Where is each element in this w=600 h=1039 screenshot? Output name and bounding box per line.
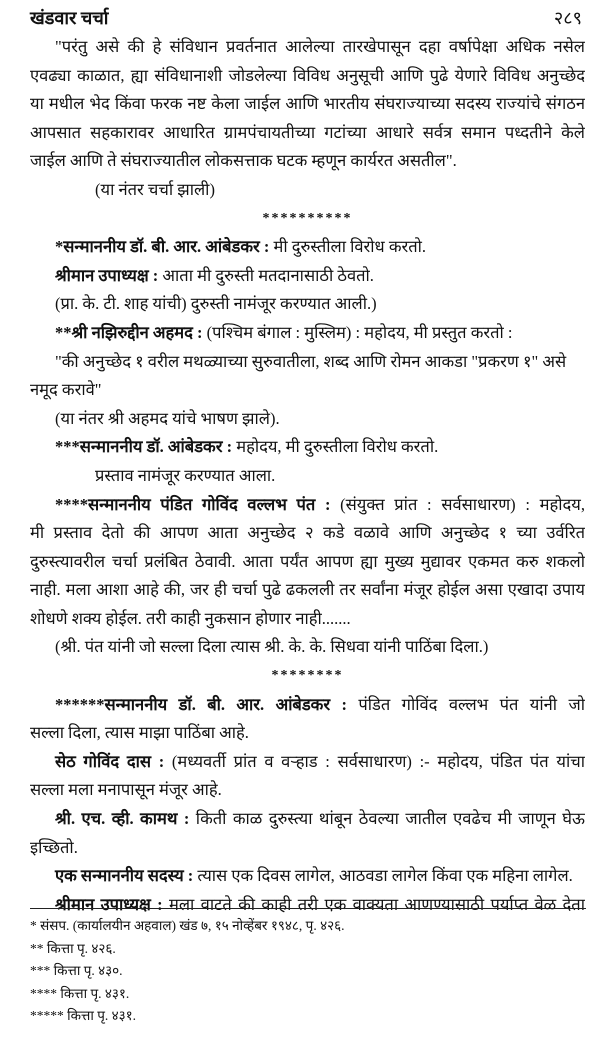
line-text: त्यास एक दिवस लागेल, आठवडा लागेल किंवा एक महिना लागेल.	[197, 866, 573, 886]
speaker-name: श्रीमान उपाध्यक्ष :	[55, 265, 163, 285]
line-text: नाही. मला आशा आहे की, जर ही चर्चा पुढे ढकलली तर सर्वांना मंजूर होईल असा एखादा उपाय	[30, 580, 585, 600]
line-text: मी दुरुस्तीला विरोध करतो.	[273, 237, 427, 257]
speaker-name: श्रीमान उपाध्यक्ष :	[55, 894, 169, 914]
line-text: पंडित गोविंद वल्लभ पंत यांनी जो	[358, 694, 585, 714]
line-text: नमूद करावे"	[30, 380, 102, 400]
line-text: मी प्रस्ताव देतो की आपण आता अनुच्छेद २ कडे वळावे आणि अनुच्छेद १ च्या उर्वरित	[30, 523, 585, 543]
line-text: (पश्चिम बंगाल : मुस्लिम) : महोदय, मी प्रस्तुत करतो :	[206, 322, 513, 342]
line-text: महोदय, मी दुरुस्तीला विरोध करतो.	[236, 437, 439, 457]
line-text: दुरुस्त्यावरील चर्चा प्रलंबित ठेवावी. आता पर्यंत आपण ह्या मुख्य मुद्यावर एकमत करु शकलो	[30, 551, 585, 571]
text-line	[30, 548, 585, 577]
section-separator	[30, 205, 585, 234]
speaker-name: श्री. एच. व्ही. कामथ :	[55, 809, 196, 829]
speaker-name: एक सन्माननीय सदस्य :	[55, 866, 198, 886]
text-line	[30, 576, 585, 605]
text-line	[30, 119, 585, 148]
line-text: (प्रा. के. टी. शाह यांची) दुरुस्ती नामंजूर करण्यात आली.)	[55, 294, 377, 314]
text-line	[30, 862, 585, 891]
text-line	[30, 776, 585, 805]
line-text: इच्छितो.	[30, 837, 78, 857]
line-text: "परंतु असे की हे संविधान प्रवर्तनात आलेल्या तारखेपासून दहा वर्षापेक्षा अधिक नसेल	[55, 37, 585, 56]
line-text: **********	[262, 210, 353, 226]
line-text: (श्री. पंत यांनी जो सल्ला दिला त्यास श्री. के. के. सिधवा यांनी पाठिंबा दिला.)	[55, 637, 489, 657]
footnote: *** कित्ता पृ. ४३०.	[30, 963, 123, 978]
text-line	[30, 147, 585, 176]
line-text: "की अनुच्छेद १ वरील मथळ्याच्या सुरुवातीला, शब्द आणि रोमन आकडा "प्रकरण १" असे	[55, 351, 567, 371]
line-text: किती काळ दुरुस्त्या थांबून ठेवल्या जातील एवढेच मी जाणून घेऊ	[195, 809, 585, 829]
speaker-name: ****सन्माननीय पंडित गोविंद वल्लभ पंत :	[55, 494, 341, 514]
text-line	[30, 433, 585, 462]
text-line	[30, 62, 585, 91]
footnote: ***** कित्ता पृ. ४३१.	[30, 1008, 137, 1023]
text-line	[30, 633, 585, 662]
line-text: आपसात सहकारावर आधारित ग्रामपंचायतीच्या गटांच्या आधारे सर्वत्र समान पध्दतीने केले	[30, 122, 585, 142]
text-line	[30, 176, 585, 205]
line-text: (या नंतर चर्चा झाली)	[95, 179, 215, 199]
line-text: जाईल आणि ते संघराज्यातील लोकसत्ताक घटक म्हणून कार्यरत असतील".	[30, 151, 457, 171]
line-text: प्रस्ताव नामंजूर करण्यात आला.	[95, 465, 276, 485]
text-line	[30, 233, 585, 262]
text-line	[30, 691, 585, 720]
line-text: (या नंतर श्री अहमद यांचे भाषण झाले).	[55, 408, 280, 428]
speaker-name: ***सन्माननीय डॉ. आंबेडकर :	[55, 437, 237, 457]
text-line	[30, 491, 585, 520]
speaker-name: सेठ गोविंद दास :	[55, 751, 172, 771]
line-text: सल्ला मला मनापासून मंजूर आहे.	[30, 780, 222, 800]
speaker-name: **श्री नझिरुद्दीन अहमद :	[55, 322, 207, 342]
speaker-name: ******सन्माननीय डॉ. बी. आर. आंबेडकर :	[55, 694, 359, 714]
text-line	[30, 319, 585, 348]
text-line	[30, 290, 585, 319]
text-line	[30, 719, 585, 748]
footnotes	[30, 915, 586, 1028]
line-text: मला वाटते की काही तरी एक वाक्यता आणण्यासाठी पर्याप्त वेळ देता	[169, 894, 585, 914]
line-text: आता मी दुरुस्ती मतदानासाठी ठेवतो.	[162, 265, 374, 285]
line-text: या मधील भेद किंवा फरक नष्ट केला जाईल आणि भारतीय संघराज्याच्या सदस्य राज्यांचे संगठन	[30, 94, 585, 114]
page-number: २८९	[553, 8, 582, 28]
text-line	[30, 376, 585, 405]
page-body	[30, 33, 585, 919]
text-line	[30, 748, 585, 777]
text-line	[30, 33, 585, 62]
line-text: सल्ला दिला, त्यास माझा पाठिंबा आहे.	[30, 723, 249, 743]
text-line	[30, 834, 585, 863]
line-text: (संयुक्त प्रांत : सर्वसाधारण) : महोदय,	[340, 494, 585, 514]
line-text: शोधणे शक्य होईल. तरी काही नुकसान होणार नाही.......	[30, 608, 351, 628]
running-header-title: खंडवार चर्चा	[30, 8, 109, 28]
line-text: ********	[271, 668, 344, 684]
footnote: * संसप. (कार्यालयीन अहवाल) खंड ७, १५ नोव्हेंबर १९४८, पृ. ४२६.	[30, 918, 345, 933]
section-separator	[30, 662, 585, 691]
speaker-name: *सन्माननीय डॉ. बी. आर. आंबेडकर :	[55, 237, 274, 257]
text-line	[30, 462, 585, 491]
footnote: ** कित्ता पृ. ४२६.	[30, 940, 116, 956]
footnote: **** कित्ता पृ. ४३१.	[30, 985, 130, 1001]
text-line	[30, 262, 585, 291]
line-text: एवढ्या काळात, ह्या संविधानाशी जोडलेल्या विविध अनुसूची आणि पुढे येणारे विविध अनुच्छेद	[30, 65, 585, 85]
text-line	[30, 348, 585, 377]
text-line	[30, 605, 585, 634]
text-line	[30, 519, 585, 548]
text-line	[30, 805, 585, 834]
footnote-divider	[30, 908, 586, 909]
line-text: (मध्यवर्ती प्रांत व वऱ्हाड : सर्वसाधारण) :- महोदय, पंडित पंत यांचा	[171, 751, 585, 771]
text-line	[30, 90, 585, 119]
text-line	[30, 405, 585, 434]
